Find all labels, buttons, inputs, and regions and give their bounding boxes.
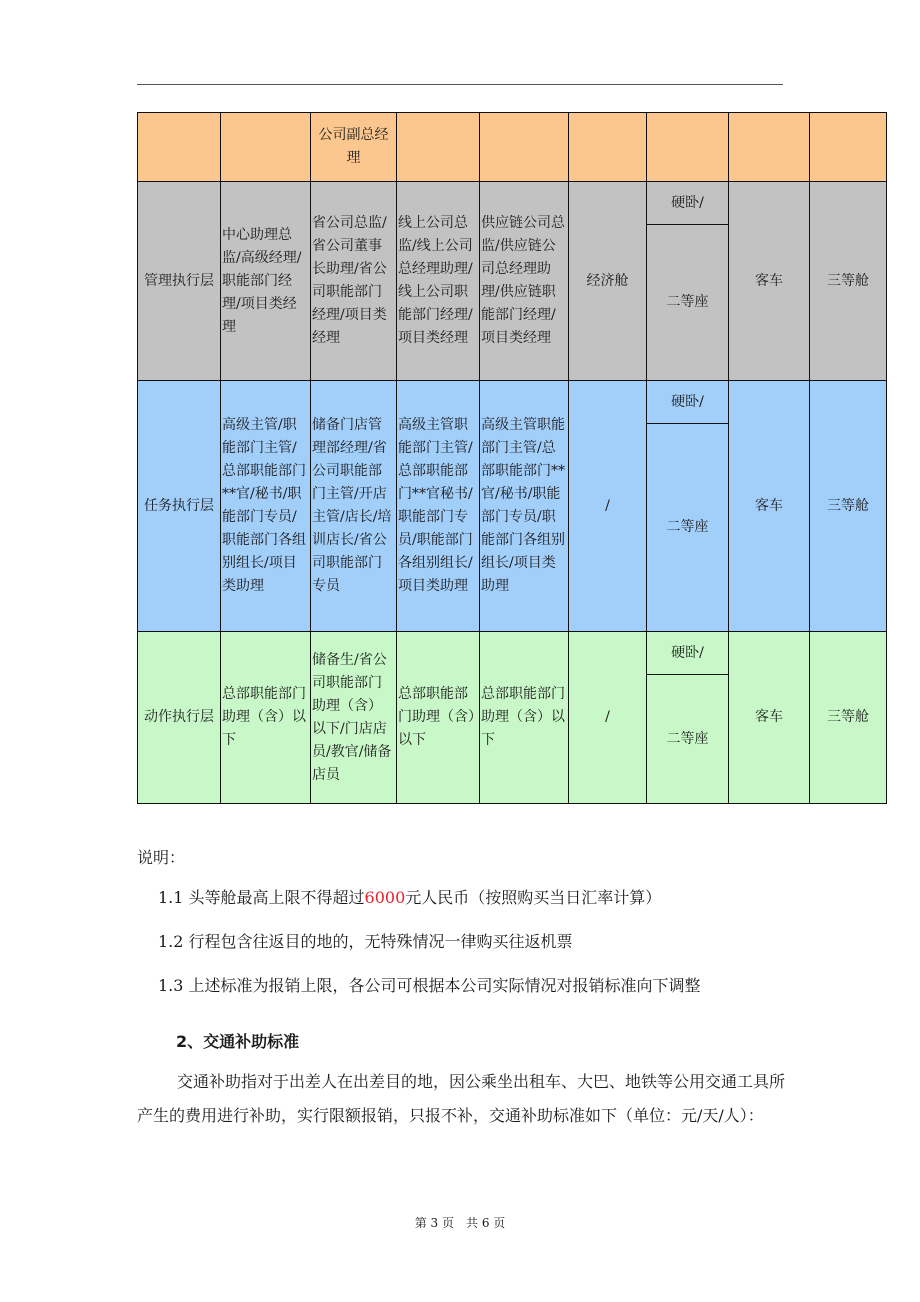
air-class-cell: / [569,381,647,632]
table-cell: 总部职能部门助理（含）以下 [221,632,311,804]
train-class-cell: 二等座 [647,424,729,632]
air-class-cell: / [569,632,647,804]
train-class-cell: 硬卧/ [647,381,729,424]
level-cell: 动作执行层 [138,632,221,804]
note-item-1-suffix: 元人民币（按照购买当日汇率计算） [405,888,662,907]
table-row [138,113,887,182]
note-item-3: 1.3 上述标准为报销上限，各公司可根据本公司实际情况对报销标准向下调整 [158,976,701,995]
table-cell [569,113,647,182]
table-cell [397,113,480,182]
travel-standard-table [137,112,887,804]
table-cell: 中心助理总监/高级经理/职能部门经理/项目类经理 [221,182,311,381]
section-paragraph: 交通补助指对于出差人在出差目的地，因公乘坐出租车、大巴、地铁等公用交通工具所产生的费用进行补助，实行限额报销，只报不补，交通补助标准如下（单位：元/天/人）： [137,1072,786,1125]
table-cell: 供应链公司总监/供应链公司总经理助理/供应链职能部门经理/项目类经理 [480,182,569,381]
table-cell [810,113,887,182]
table-cell: 高级主管职能部门主管/总部职能部门**官/秘书/职能部门专员/职能部门各组别组长/项目类助理 [480,381,569,632]
train-class-cell: 二等座 [647,225,729,381]
table-cell: 总部职能部门助理（含）以下 [397,632,480,804]
table-cell: 总部职能部门助理（含）以下 [480,632,569,804]
table-cell: 公司副总经理 [311,113,397,182]
table-cell: 高级主管职能部门主管/总部职能部门**官秘书/职能部门专员/职能部门各组别组长/项目类助理 [397,381,480,632]
ship-class-cell: 三等舱 [810,381,887,632]
ship-class-cell: 三等舱 [810,182,887,381]
page-footer: 第 3 页 共 6 页 [414,1216,506,1230]
section-heading: 2、交通补助标准 [176,1032,300,1051]
car-class-cell: 客车 [729,632,810,804]
level-cell: 任务执行层 [138,381,221,632]
table-cell [138,113,221,182]
table-cell [647,113,729,182]
car-class-cell: 客车 [729,182,810,381]
note-item-1 [158,886,797,910]
table-cell: 储备门店管理部经理/省公司职能部门主管/开店主管/店长/培训店长/省公司职能部门专员 [311,381,397,632]
note-limit-amount: 6000 [364,888,406,907]
air-class-cell: 经济舱 [569,182,647,381]
train-class-cell: 硬卧/ [647,632,729,675]
note-item-1-prefix: 1.1 头等舱最高上限不得超过 [158,888,365,907]
table-cell: 储备生/省公司职能部门助理（含）以下/门店店员/教官/储备店员 [311,632,397,804]
table-row [138,182,887,225]
header-rule [137,84,783,85]
notes-block [137,846,797,1018]
table-cell: 线上公司总监/线上公司总经理助理/线上公司职能部门经理/项目类经理 [397,182,480,381]
table-cell [221,113,311,182]
train-class-cell: 硬卧/ [647,182,729,225]
table-cell: 高级主管/职能部门主管/总部职能部门**官/秘书/职能部门专员/职能部门各组别组长/项目类助理 [221,381,311,632]
level-cell: 管理执行层 [138,182,221,381]
train-class-cell: 二等座 [647,675,729,804]
table-row [138,632,887,675]
table-cell: 省公司总监/省公司董事长助理/省公司职能部门经理/项目类经理 [311,182,397,381]
table-row [138,381,887,424]
table-cell [729,113,810,182]
table-cell [480,113,569,182]
notes-title: 说明： [137,848,186,867]
car-class-cell: 客车 [729,381,810,632]
note-item-2: 1.2 行程包含往返目的地的，无特殊情况一律购买往返机票 [158,932,573,951]
ship-class-cell: 三等舱 [810,632,887,804]
